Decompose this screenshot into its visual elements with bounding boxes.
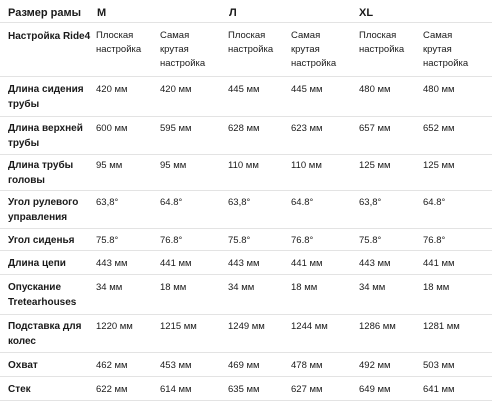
table-cell: 63,8° bbox=[96, 197, 119, 208]
table-cell: 1249 мм bbox=[228, 321, 265, 332]
table-cell: 1281 мм bbox=[423, 321, 460, 332]
table-cell: 125 мм bbox=[359, 160, 391, 171]
table-cell: 420 мм bbox=[160, 84, 192, 95]
table-cell: 34 мм bbox=[228, 282, 255, 293]
table-cell: 649 мм bbox=[359, 384, 391, 395]
row-label: Длина цепи bbox=[8, 258, 66, 269]
row-seat-angle bbox=[0, 228, 492, 250]
table-cell: 600 мм bbox=[96, 123, 128, 134]
row-label: Длина сидения трубы bbox=[8, 84, 84, 110]
settings-row-label: Настройка Ride4 bbox=[8, 31, 91, 42]
table-cell: 441 мм bbox=[291, 258, 323, 269]
table-cell: 63,8° bbox=[228, 197, 251, 208]
row-head-angle bbox=[0, 190, 492, 228]
table-cell: 657 мм bbox=[359, 123, 391, 134]
table-cell: 453 мм bbox=[160, 360, 192, 371]
row-label: Стек bbox=[8, 384, 31, 395]
row-wheelbase bbox=[0, 314, 492, 352]
table-cell: 75.8° bbox=[228, 235, 251, 246]
table-cell: 1220 мм bbox=[96, 321, 133, 332]
row-top-tube-length bbox=[0, 116, 492, 154]
table-cell: 1244 мм bbox=[291, 321, 328, 332]
table-cell: 462 мм bbox=[96, 360, 128, 371]
table-cell: 652 мм bbox=[423, 123, 455, 134]
table-body bbox=[0, 22, 492, 401]
table-cell: 18 мм bbox=[160, 282, 187, 293]
table-cell: 75.8° bbox=[96, 235, 119, 246]
table-cell: 469 мм bbox=[228, 360, 260, 371]
row-label: Длина трубы головы bbox=[8, 160, 74, 186]
row-seat-tube-length bbox=[0, 76, 492, 116]
row-label: Охват bbox=[8, 360, 38, 371]
table-cell: 503 мм bbox=[423, 360, 455, 371]
settings-cell: Самая крутая настройка bbox=[423, 30, 469, 69]
table-cell: 95 мм bbox=[96, 160, 123, 171]
table-cell: 18 мм bbox=[291, 282, 318, 293]
size-l-header: Л bbox=[229, 7, 237, 19]
table-cell: 420 мм bbox=[96, 84, 128, 95]
frame-size-header bbox=[0, 0, 500, 22]
table-cell: 64.8° bbox=[423, 197, 446, 208]
table-cell: 443 мм bbox=[359, 258, 391, 269]
table-cell: 18 мм bbox=[423, 282, 450, 293]
row-chainstay-length bbox=[0, 250, 492, 274]
row-stack bbox=[0, 376, 492, 401]
settings-cell: Плоская настройка bbox=[96, 30, 142, 55]
table-cell: 110 мм bbox=[291, 160, 322, 171]
row-label: Угол рулевого управления bbox=[8, 197, 79, 223]
row-reach bbox=[0, 352, 492, 376]
table-cell: 635 мм bbox=[228, 384, 260, 395]
table-cell: 441 мм bbox=[423, 258, 455, 269]
row-bb-drop bbox=[0, 274, 492, 314]
table-cell: 622 мм bbox=[96, 384, 128, 395]
table-cell: 76.8° bbox=[160, 235, 183, 246]
table-cell: 1215 мм bbox=[160, 321, 197, 332]
table-cell: 63,8° bbox=[359, 197, 382, 208]
settings-cell: Самая крутая настройка bbox=[160, 30, 206, 69]
table-cell: 628 мм bbox=[228, 123, 260, 134]
row-head-tube-length bbox=[0, 154, 492, 190]
table-cell: 641 мм bbox=[423, 384, 455, 395]
table-cell: 1286 мм bbox=[359, 321, 396, 332]
table-cell: 492 мм bbox=[359, 360, 391, 371]
size-m-header: M bbox=[97, 7, 107, 19]
row-label: Подставка для колес bbox=[8, 321, 82, 347]
frame-size-label: Размер рамы bbox=[8, 7, 82, 19]
settings-cell: Плоская настройка bbox=[228, 30, 274, 55]
row-label: Опускание Tretearhouses bbox=[8, 282, 77, 308]
table-cell: 480 мм bbox=[359, 84, 391, 95]
table-cell: 76.8° bbox=[423, 235, 446, 246]
table-cell: 595 мм bbox=[160, 123, 192, 134]
table-cell: 443 мм bbox=[228, 258, 260, 269]
table-cell: 478 мм bbox=[291, 360, 323, 371]
table-cell: 110 мм bbox=[228, 160, 259, 171]
table-cell: 34 мм bbox=[359, 282, 386, 293]
row-label: Угол сиденья bbox=[8, 235, 75, 246]
table-cell: 623 мм bbox=[291, 123, 323, 134]
table-cell: 125 мм bbox=[423, 160, 455, 171]
table-cell: 480 мм bbox=[423, 84, 455, 95]
row-label: Длина верхней трубы bbox=[8, 123, 83, 149]
table-cell: 627 мм bbox=[291, 384, 323, 395]
settings-cell: Плоская настройка bbox=[359, 30, 405, 55]
table-cell: 64.8° bbox=[160, 197, 183, 208]
table-cell: 445 мм bbox=[228, 84, 260, 95]
table-cell: 614 мм bbox=[160, 384, 192, 395]
table-cell: 64.8° bbox=[291, 197, 314, 208]
table-cell: 76.8° bbox=[291, 235, 314, 246]
table-cell: 445 мм bbox=[291, 84, 323, 95]
table-cell: 443 мм bbox=[96, 258, 128, 269]
table-cell: 441 мм bbox=[160, 258, 192, 269]
table-cell: 75.8° bbox=[359, 235, 382, 246]
table-cell: 95 мм bbox=[160, 160, 187, 171]
settings-cell: Самая крутая настройка bbox=[291, 30, 337, 69]
settings-row bbox=[0, 22, 492, 76]
size-xl-header: XL bbox=[359, 7, 374, 19]
table-cell: 34 мм bbox=[96, 282, 123, 293]
